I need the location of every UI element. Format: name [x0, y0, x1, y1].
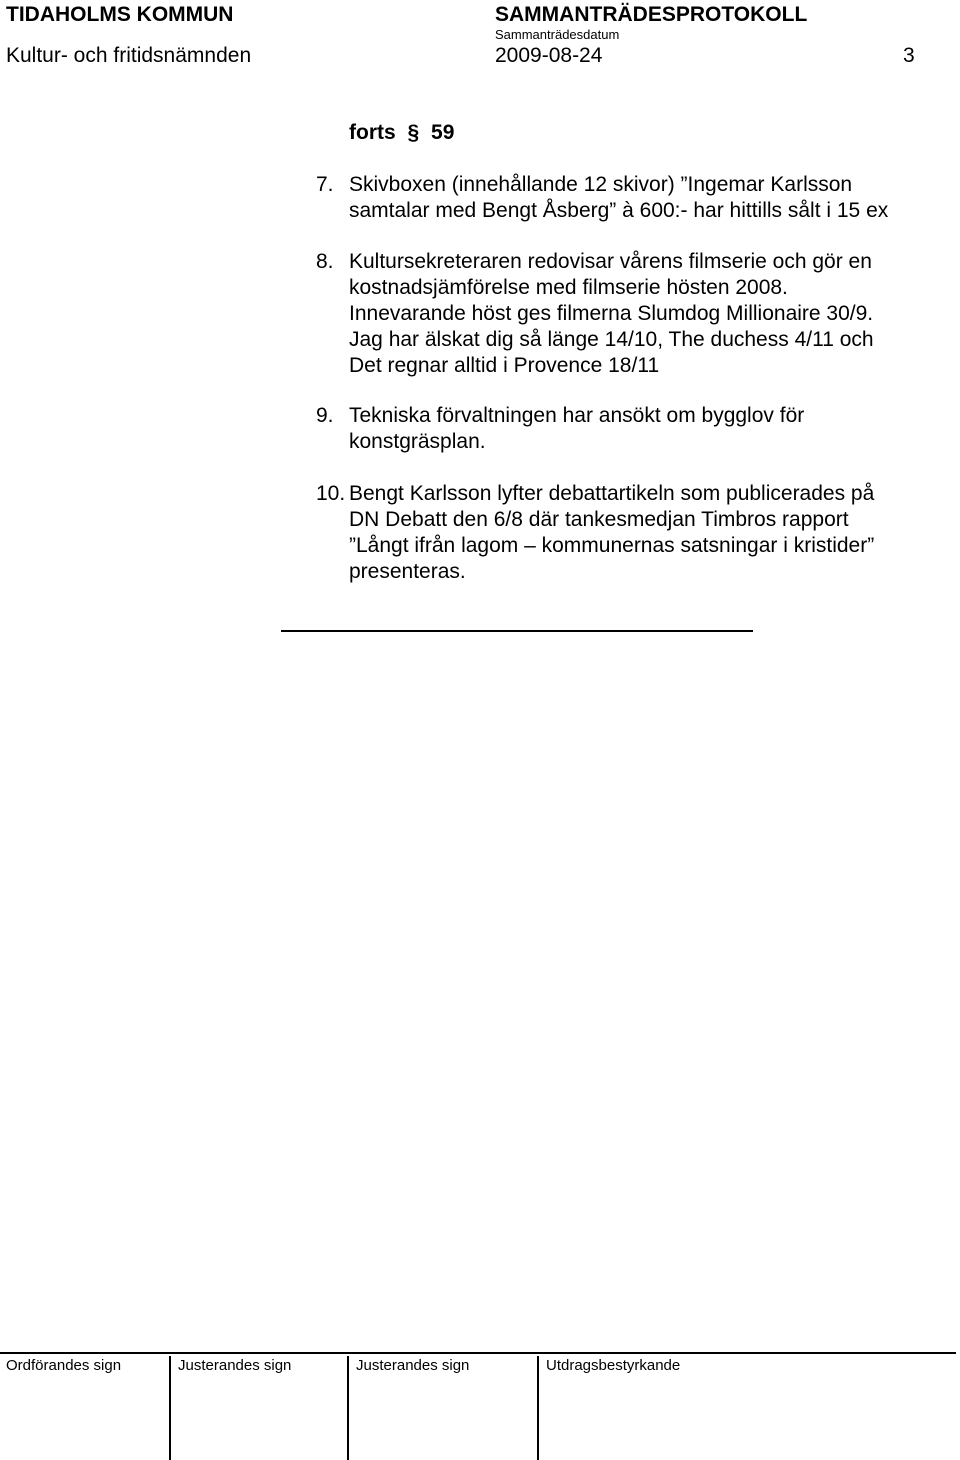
org-name: TIDAHOLMS KOMMUN: [6, 3, 234, 26]
signature-divider: [537, 1356, 539, 1460]
item-number: 7.: [316, 173, 334, 196]
item-number: 9.: [316, 404, 334, 427]
footer-rule: [0, 1352, 956, 1354]
item-line: Innevarande höst ges filmerna Slumdog Millionaire 30/9.: [349, 302, 874, 325]
item-line: ”Långt ifrån lagom – kommunernas satsningar i kristider”: [349, 534, 875, 557]
item-line: Bengt Karlsson lyfter debattartikeln som publicerades på: [349, 482, 875, 505]
committee-name: Kultur- och fritidsnämnden: [6, 44, 252, 67]
item-number: 10.: [316, 482, 346, 505]
separator-line: [281, 630, 753, 632]
section-sign: §: [407, 121, 420, 144]
section-number: 59: [431, 121, 455, 144]
signature-label-chair: Ordförandes sign: [6, 1357, 122, 1374]
item-line: DN Debatt den 6/8 där tankesmedjan Timbros rapport: [349, 508, 849, 531]
item-number: 8.: [316, 250, 334, 273]
section-heading: [349, 121, 454, 145]
item-line: samtalar med Bengt Åsberg” à 600:- har hittills sålt i 15 ex: [349, 199, 889, 222]
signature-label-adjuster-2: Justerandes sign: [356, 1357, 470, 1374]
item-line: konstgräsplan.: [349, 430, 486, 453]
item-line: Kultursekreteraren redovisar vårens filmserie och gör en: [349, 250, 872, 273]
signature-divider: [347, 1356, 349, 1460]
item-line: kostnadsjämförelse med filmserie hösten 2008.: [349, 276, 788, 299]
doc-type: SAMMANTRÄDESPROTOKOLL: [495, 3, 808, 26]
section-heading-text: forts: [349, 121, 396, 144]
signature-label-adjuster-1: Justerandes sign: [178, 1357, 292, 1374]
item-line: presenteras.: [349, 560, 466, 583]
signature-divider: [169, 1356, 171, 1460]
item-line: Skivboxen (innehållande 12 skivor) ”Ingemar Karlsson: [349, 173, 853, 196]
page-number: 3: [903, 44, 915, 67]
date-label: Sammanträdesdatum: [495, 27, 620, 42]
signature-label-extract: Utdragsbestyrkande: [546, 1357, 681, 1374]
item-line: Jag har älskat dig så länge 14/10, The duchess 4/11 och: [349, 328, 874, 351]
meeting-date: 2009-08-24: [495, 44, 603, 67]
item-line: Tekniska förvaltningen har ansökt om bygglov för: [349, 404, 805, 427]
item-line: Det regnar alltid i Provence 18/11: [349, 354, 660, 377]
